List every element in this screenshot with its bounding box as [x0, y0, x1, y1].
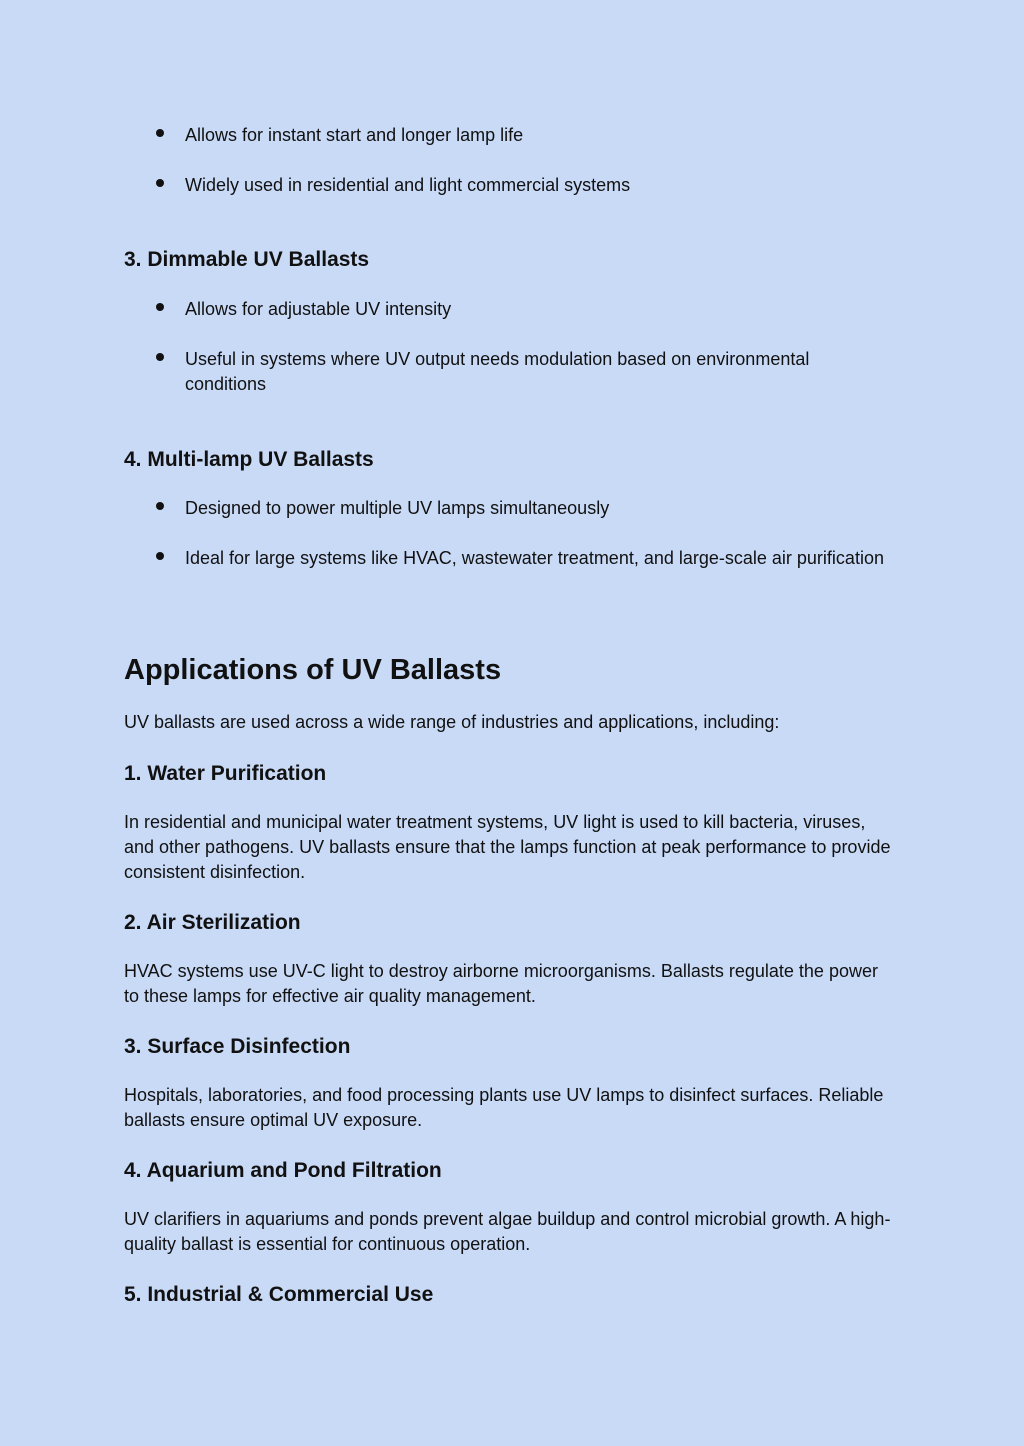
- list-item-text: Widely used in residential and light commercial systems: [185, 175, 631, 195]
- intro-paragraph: UV ballasts are used across a wide range of industries and applications, including:: [124, 712, 780, 732]
- section-paragraph: UV clarifiers in aquariums and ponds prevent algae buildup and control microbial growth. A high-quality ballast is essential for continuous operation.: [124, 1209, 891, 1254]
- bullet-icon: [156, 552, 164, 560]
- list-item-text: Useful in systems where UV output needs modulation based on environmental conditions: [185, 349, 810, 394]
- section-heading: 3. Surface Disinfection: [124, 1035, 351, 1058]
- section-heading: 1. Water Purification: [124, 762, 327, 785]
- bullet-icon: [156, 502, 164, 510]
- section-heading: 3. Dimmable UV Ballasts: [124, 248, 370, 271]
- list-item-text: Designed to power multiple UV lamps simultaneously: [185, 498, 610, 518]
- section-paragraph: In residential and municipal water treatment systems, UV light is used to kill bacteria, viruses, and other pathogens. UV ballasts ensure that the lamps function at peak performance to provide consistent disinfection.: [124, 812, 891, 882]
- bullet-icon: [156, 179, 164, 187]
- bullet-icon: [156, 353, 164, 361]
- section-heading: 4. Aquarium and Pond Filtration: [124, 1159, 442, 1182]
- bullet-icon: [156, 303, 164, 311]
- bullet-icon: [156, 129, 164, 137]
- section-paragraph: Hospitals, laboratories, and food processing plants use UV lamps to disinfect surfaces. Reliable ballasts ensure optimal UV exposure.: [124, 1085, 884, 1130]
- list-item-text: Allows for instant start and longer lamp life: [185, 125, 524, 145]
- section-heading: 2. Air Sterilization: [124, 911, 301, 934]
- section-heading: 4. Multi-lamp UV Ballasts: [124, 448, 374, 471]
- page-heading: Applications of UV Ballasts: [124, 654, 502, 686]
- list-item-text: Allows for adjustable UV intensity: [185, 299, 452, 319]
- section-paragraph: HVAC systems use UV-C light to destroy airborne microorganisms. Ballasts regulate the power to these lamps for effective air quality management.: [124, 961, 878, 1006]
- list-item-text: Ideal for large systems like HVAC, wastewater treatment, and large-scale air purification: [185, 548, 884, 568]
- section-heading: 5. Industrial & Commercial Use: [124, 1283, 434, 1306]
